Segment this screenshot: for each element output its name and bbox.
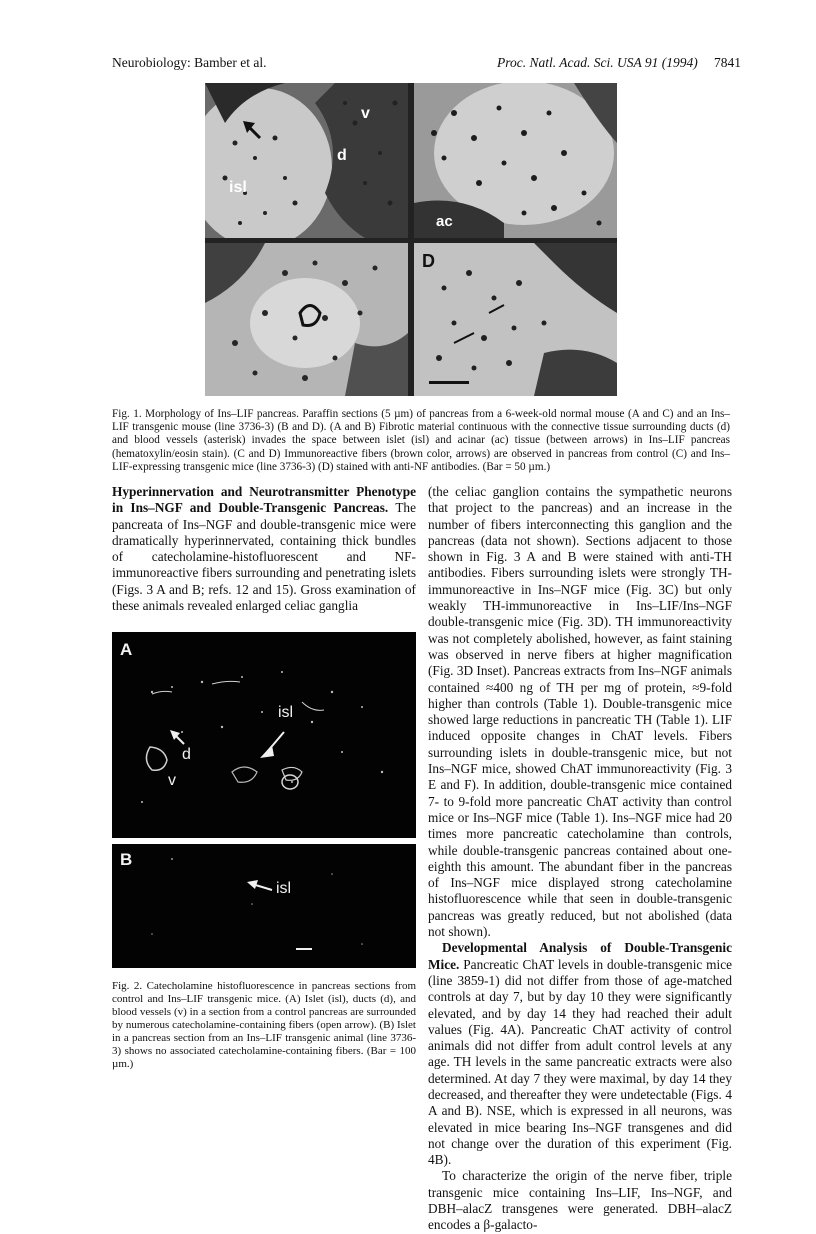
figure-1-panel-c bbox=[414, 83, 617, 238]
section-heading-hyperinnervation: Hyperinnervation and Neurotransmitter Phenotype in Ins–NGF and Double-Transgenic Pancreas. bbox=[112, 484, 416, 516]
label-d: d bbox=[337, 147, 347, 164]
paragraph-hyperinnervation: The pancreata of Ins–NGF and double-transgenic mice were dramatically hyperinnervated, containing thick bundles of catecholamine-histofluorescent and NF-immunoreactive fibers surrounding and penetrating islets (Figs. 3 A and B; refs. 12 and 15). Gross examination of these animals revealed enlarged celiac ganglia bbox=[112, 500, 416, 614]
body-column-right bbox=[428, 484, 732, 1234]
micrograph-d bbox=[414, 243, 617, 396]
micrograph-b bbox=[205, 243, 408, 396]
label-v: v bbox=[361, 105, 370, 122]
figure-2-label-v: v bbox=[168, 772, 176, 789]
section-heading-developmental: Developmental Analysis of Double-Transgenic Mice. bbox=[428, 940, 732, 972]
fluorescence-image-a bbox=[112, 632, 416, 838]
figure-2-label-a: A bbox=[120, 640, 133, 659]
running-header-journal: Proc. Natl. Acad. Sci. USA 91 (1994) bbox=[497, 55, 698, 70]
figure-1-caption: Fig. 1. Morphology of Ins–LIF pancreas. Paraffin sections (5 µm) of pancreas from a 6-week-old normal mouse (A and C) and an Ins–LIF transgenic mouse (line 3736-3) (B and D). (A and B) Fibrotic material continuous with the connective tissue surrounding ducts (d) and blood vessels (asterisk) invades the space between islet (isl) and acinar (ac) tissue (between arrows) in Ins–LIF pancreas (hematoxylin/eosin stain). (C and D) Immunoreactive fibers (brown color, arrows) are observed in pancreas from control (C) and Ins–LIF-expressing transgenic mice (line 3736-3) (D) stained with anti-NF antibodies. (Bar = 50 µm.) bbox=[112, 408, 730, 473]
figure-1-panel-b bbox=[205, 243, 408, 396]
figure-2-label-b: B bbox=[120, 850, 133, 869]
panel-label-d: D bbox=[422, 251, 435, 271]
figure-2-label-isl-b: isl bbox=[276, 880, 292, 897]
figure-2-panel-b bbox=[112, 844, 416, 968]
figure-2-caption: Fig. 2. Catecholamine histofluorescence in pancreas sections from control and Ins–LIF transgenic mice. (A) Islet (isl), ducts (d), and blood vessels (v) in a section from a control pancreas are surrounded by numerous catecholamine-containing fibers (open arrow). (B) Islet in a pancreas section from an Ins–LIF transgenic animal (line 3736-3) shows no associated catecholamine-containing fibers. (Bar = 100 µm.) bbox=[112, 980, 416, 1070]
label-isl: isl bbox=[229, 179, 247, 196]
label-ac: ac bbox=[436, 213, 453, 230]
figure-2-label-isl: isl bbox=[278, 704, 294, 721]
micrograph-a bbox=[205, 83, 408, 238]
figure-1 bbox=[205, 83, 617, 396]
paragraph-triple-transgenic: To characterize the origin of the nerve fiber, triple transgenic mice containing Ins–LIF, Ins–NGF, and DBH–alacZ transgenes were generated. DBH–alacZ encodes a β-galacto- bbox=[428, 1168, 732, 1233]
running-header-authors: Neurobiology: Bamber et al. bbox=[112, 55, 267, 70]
figure-2-label-d: d bbox=[182, 746, 191, 763]
figure-1-panel-a bbox=[205, 83, 408, 238]
paragraph-ganglion: (the celiac ganglion contains the sympathetic neurons that project to the pancreas) and an increase in the number of fibers interconnecting this ganglion and the pancreas (data not shown). Sections adjacent to those shown in Fig. 3 A and B were stained with anti-TH antibodies. Fibers surrounding islets were strongly TH-immunoreactive in Ins–NGF mice (Fig. 3C) but only weakly TH-immunoreactive in Ins–LIF/Ins–NGF double-transgenic mice (Fig. 3D). TH immunoreactivity was not completely abolished, however, as faint staining was observed in nerve fibers at higher magnification (Fig. 3D Inset). Pancreas extracts from Ins–NGF animals contained ≈400 ng of TH per mg of protein, ≈9-fold higher than controls (Table 1). Double-transgenic mice showed large reductions in pancreatic TH (Table 1). LIF induced opposite changes in ChAT levels. Fibers surrounding islets in double-transgenic mice, but not Ins–NGF mice, showed ChAT immunoreactivity (Fig. 3 E and F). In addition, double-transgenic mice contained 7- to 9-fold more pancreatic ChAT activity than control mice or Ins–NGF mice (Table 1). Ins–NGF mice had 20 times more pancreatic catecholamine than controls, while double-transgenic pancreas contained about one-eighth this amount. The abundant fiber in the pancreas of Ins–NGF mice displayed strong catecholamine histofluorescence while that seen in double-transgenic pancreas was greatly reduced, but not abolished (data not shown). bbox=[428, 484, 732, 940]
paragraph-developmental: Pancreatic ChAT levels in double-transgenic mice (line 3859-1) did not differ from those of age-matched controls at day 7, but by day 10 they were significantly elevated, and by day 14 they had reached their adult values (Fig. 4A). Pancreatic ChAT activity of control animals did not differ from adult control levels at any age. TH levels in the same pancreatic extracts were also determined. At day 7 they were maximal, by day 14 they decreased, and thereafter they were undetectable (Figs. 4 A and B). NSE, which is expressed in all neurons, was elevated in mice bearing Ins–NGF transgenes and did not change over the duration of this experiment (Fig. 4B). bbox=[428, 956, 733, 1168]
body-column-left bbox=[112, 484, 416, 614]
figure-2-panel-a bbox=[112, 632, 416, 838]
fluorescence-image-b bbox=[112, 844, 416, 968]
page-number: 7841 bbox=[714, 55, 741, 70]
figure-1-panel-d bbox=[414, 243, 617, 396]
